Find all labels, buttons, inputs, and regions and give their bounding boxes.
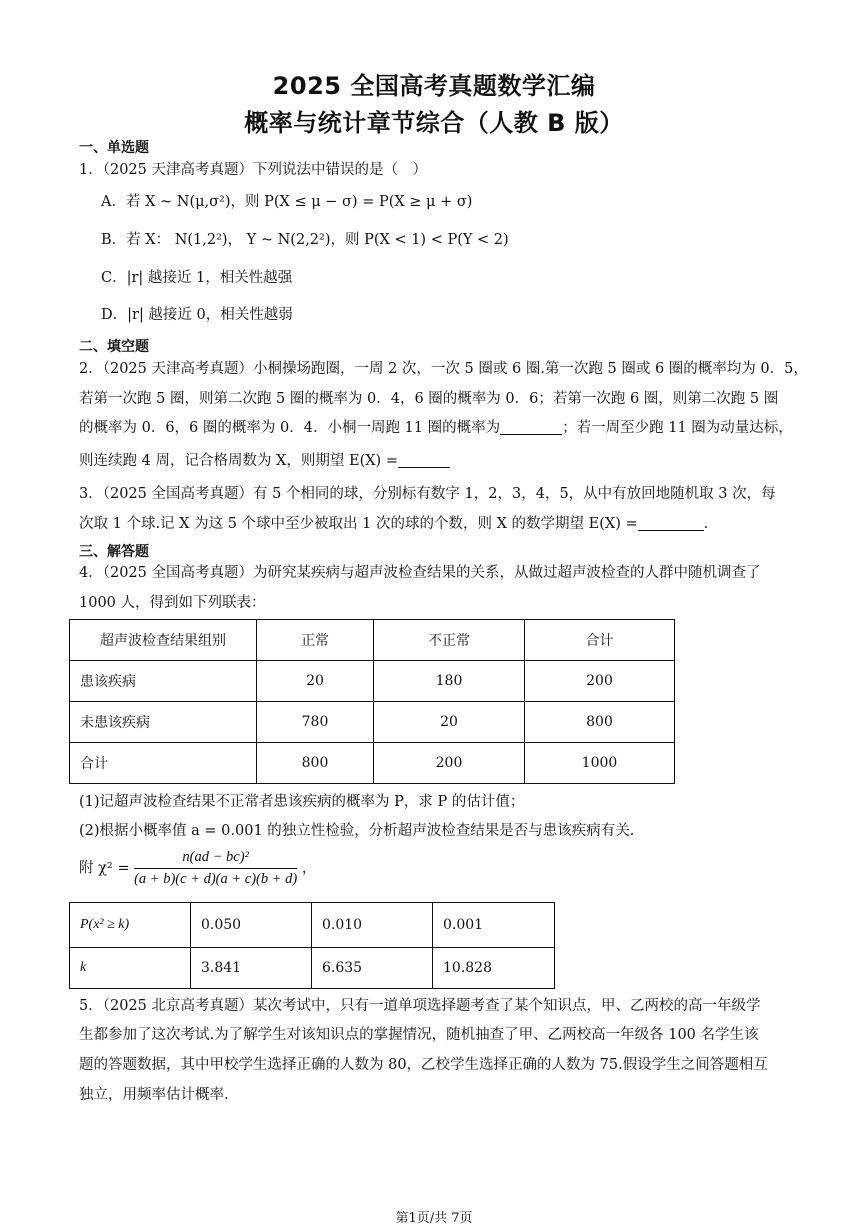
document-title-line1: 2025 全国高考真题数学汇编 — [272, 72, 596, 100]
table-cell: 800 — [257, 743, 374, 784]
formula-fraction — [134, 849, 297, 888]
question-1-stem: 1．（2025 天津高考真题）下列说法中错误的是（ ） — [79, 162, 427, 178]
question-5-line3: 题的答题数据，其中甲校学生选择正确的人数为 80，乙校学生选择正确的人数为 75.假设学生之间答题相互 — [79, 1057, 768, 1073]
document-title-line2: 概率与统计章节综合（人教 B 版） — [244, 109, 624, 137]
question-5-line2: 生都参加了这次考试.为了解学生对该知识点的掌握情况，随机抽查了甲、乙两校高一年级各 100 名学生该 — [79, 1027, 759, 1043]
section-heading-fill-blank: 二、填空题 — [79, 339, 149, 355]
table-header-cell: 正常 — [257, 620, 374, 661]
chi-square-formula — [79, 849, 316, 888]
table-cell: 20 — [257, 661, 374, 702]
table-cell: 未患该疾病 — [70, 702, 257, 743]
table-cell: 200 — [525, 661, 675, 702]
table-cell: 180 — [374, 661, 525, 702]
formula-suffix: ， — [301, 860, 317, 877]
table-cell: 患该疾病 — [70, 661, 257, 702]
question-2-line3-text: 的概率为 0．6，6 圈的概率为 0．4．小桐一周跑 11 圈的概率为 — [79, 420, 501, 436]
section-heading-single-choice: 一、单选题 — [79, 140, 149, 156]
formula-prefix: 附 χ² = — [79, 860, 130, 877]
question-3-line2-end: . — [703, 516, 709, 532]
formula-numerator: n(ad − bc)² — [134, 849, 297, 869]
formula-denominator: (a + b)(c + d)(a + c)(b + d) — [134, 871, 298, 887]
question-1-option-b: B．若 X： N(1,2²)， Y ~ N(2,2²)，则 P(X < 1) < P(Y < 2) — [101, 232, 509, 248]
table-cell: k — [70, 948, 191, 989]
question-4-part1: (1)记超声波检查结果不正常者患该疾病的概率为 P，求 P 的估计值； — [79, 794, 525, 810]
question-2-line4-text: 则连续跑 4 周，记合格周数为 X，则期望 E(X) = — [79, 453, 398, 469]
question-3-line2-text: 次取 1 个球.记 X 为这 5 个球中至少被取出 1 次的球的个数，则 X 的数学期望 E(X) = — [79, 516, 638, 532]
table-cell: 3.841 — [191, 948, 312, 989]
table-header-row — [70, 620, 675, 661]
question-5-line4: 独立，用频率估计概率. — [79, 1087, 229, 1103]
question-2-line3 — [79, 416, 793, 437]
table-row — [70, 743, 675, 784]
table-cell: 6.635 — [312, 948, 433, 989]
page-number: 第1页/共 7页 — [395, 1211, 473, 1226]
table-row — [70, 702, 675, 743]
contingency-table — [69, 619, 675, 784]
section-heading-solution: 三、解答题 — [79, 544, 149, 560]
table-cell: 10.828 — [433, 948, 555, 989]
question-3-line2 — [79, 512, 708, 533]
question-4-part2: (2)根据小概率值 a = 0.001 的独立性检验，分析超声波检查结果是否与患该疾病有关. — [79, 823, 635, 839]
question-3-line1: 3．（2025 全国高考真题）有 5 个相同的球，分别标有数字 1，2，3，4，5，从中有放回地随机取 3 次，每 — [79, 486, 776, 502]
table-cell: 0.001 — [433, 903, 555, 948]
table-cell: 780 — [257, 702, 374, 743]
table-row — [70, 903, 555, 948]
table-row — [70, 661, 675, 702]
table-cell: P(x² ≥ k) — [70, 903, 191, 948]
table-cell: 200 — [374, 743, 525, 784]
answer-blank-1[interactable] — [500, 420, 562, 435]
table-cell: 0.010 — [312, 903, 433, 948]
critical-value-table — [69, 902, 555, 989]
table-cell: 800 — [525, 702, 675, 743]
question-2-line1: 2．（2025 天津高考真题）小桐操场跑圈，一周 2 次，一次 5 圈或 6 圈.第一次跑 5 圈或 6 圈的概率均为 0．5， — [79, 361, 808, 377]
question-4-line1: 4．（2025 全国高考真题）为研究某疾病与超声波检查结果的关系，从做过超声波检查的人群中随机调查了 — [79, 565, 761, 581]
table-cell: 1000 — [525, 743, 675, 784]
answer-blank-2[interactable] — [398, 453, 450, 468]
question-2-line4 — [79, 449, 450, 470]
question-1-option-d: D．|r| 越接近 0，相关性越弱 — [101, 307, 293, 323]
table-header-cell: 不正常 — [374, 620, 525, 661]
question-2-line2: 若第一次跑 5 圈，则第二次跑 5 圈的概率为 0．4，6 圈的概率为 0．6；若第一次跑 6 圈，则第二次跑 5 圈 — [79, 391, 779, 407]
question-1-option-c: C．|r| 越接近 1，相关性越强 — [101, 270, 293, 286]
answer-blank-3[interactable] — [638, 516, 704, 531]
table-cell: 20 — [374, 702, 525, 743]
question-2-line3-rest: ；若一周至少跑 11 圈为动量达标， — [562, 420, 793, 436]
table-header-cell: 超声波检查结果组别 — [70, 620, 257, 661]
table-cell: 合计 — [70, 743, 257, 784]
question-4-line2: 1000 人，得到如下列联表： — [79, 595, 266, 611]
question-1-option-a: A．若 X ~ N(μ,σ²)，则 P(X ≤ μ − σ) = P(X ≥ μ + σ) — [101, 194, 473, 210]
table-cell: 0.050 — [191, 903, 312, 948]
question-5-line1: 5．（2025 北京高考真题）某次考试中，只有一道单项选择题考查了某个知识点，甲、乙两校的高一年级学 — [79, 998, 761, 1014]
table-row — [70, 948, 555, 989]
table-header-cell: 合计 — [525, 620, 675, 661]
